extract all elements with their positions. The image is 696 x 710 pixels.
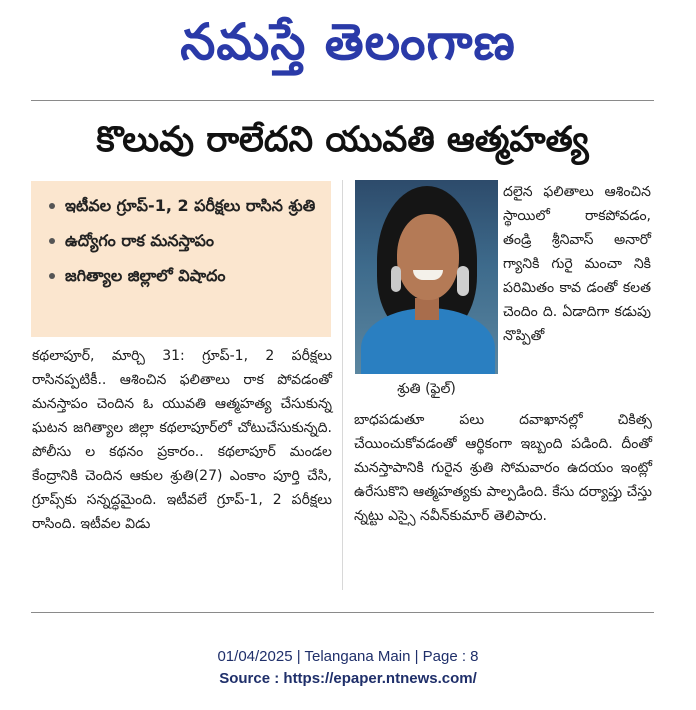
bullet-icon — [49, 203, 55, 209]
highlight-item: జగిత్యాల జిల్లాలో విషాదం — [49, 263, 321, 288]
bullet-icon — [49, 273, 55, 279]
newspaper-masthead: నమస్తే తెలంగాణ — [180, 12, 516, 71]
article-lead-column: కథలాపూర్, మార్చి 31: గ్రూప్-1, 2 పరీక్షలు రాసినప్పటికీ.. ఆశించిన ఫలితాలు రాక పోవడంతో మనస్తాపం చెందిన ఓ యువతి ఆత్మహత్య చేసుకున్న ఘటన జగిత్యాల జిల్లా కథలాపూర్‌లో చోటుచేసుకున్నది. పోలీసు ల కథనం ప్రకారం.. కథలాపూర్ మండల కేంద్రానికి చెందిన ఆకుల శ్రుతి(27) ఎంకాం పూర్తి చేసి, గ్రూప్స్‌కు సన్నద్ధమైంది. ఇటీవలే గ్రూప్-1, 2 పరీక్షలు రాసింది. ఇటీవల విడు — [32, 348, 332, 532]
highlight-item: ఇటీవల గ్రూప్-1, 2 పరీక్షలు రాసిన శ్రుతి — [49, 193, 321, 218]
top-divider — [31, 100, 654, 101]
edition-info: 01/04/2025 | Telangana Main | Page : 8 — [217, 648, 479, 665]
highlights-list — [31, 181, 331, 288]
article-headline: కొలువు రాలేదని యువతి ఆత్మహత్య — [96, 120, 589, 160]
article-continuation: బాధపడుతూ పలు దవాఖానల్లో చికిత్స చేయించుకోవడంతో ఆర్థికంగా ఇబ్బంది పడింది. దీంతో మనస్తాపానికి గురైన శ్రుతి సోమవారం ఉదయం ఇంట్లో ఉరేసుకొని ఆత్మహత్యకు పాల్పడింది. కేసు దర్యాప్తు చేస్తు న్నట్టు ఎస్సై నవీన్‌కుమార్ తెలిపారు. — [354, 412, 652, 524]
highlights-box — [31, 181, 331, 337]
article-photo — [355, 180, 498, 374]
photo-caption: శ్రుతి (ఫైల్) — [397, 381, 456, 397]
bottom-divider — [31, 612, 654, 613]
article-side-column: దలైన ఫలితాలు ఆశించిన స్థాయిలో రాకపోవడం, తండ్రి శ్రీనివాస్ అనారో గ్యానికి గురై మంచా నికి పరిమితం కావ డంతో కలత చెందిం ది. ఏడాదిగా కడుపు నొప్పితో — [503, 184, 651, 344]
bullet-icon — [49, 238, 55, 244]
highlight-item: ఉద్యోగం రాక మనస్తాపం — [49, 228, 321, 253]
column-divider — [342, 180, 343, 590]
source-link[interactable]: Source : https://epaper.ntnews.com/ — [219, 670, 477, 687]
